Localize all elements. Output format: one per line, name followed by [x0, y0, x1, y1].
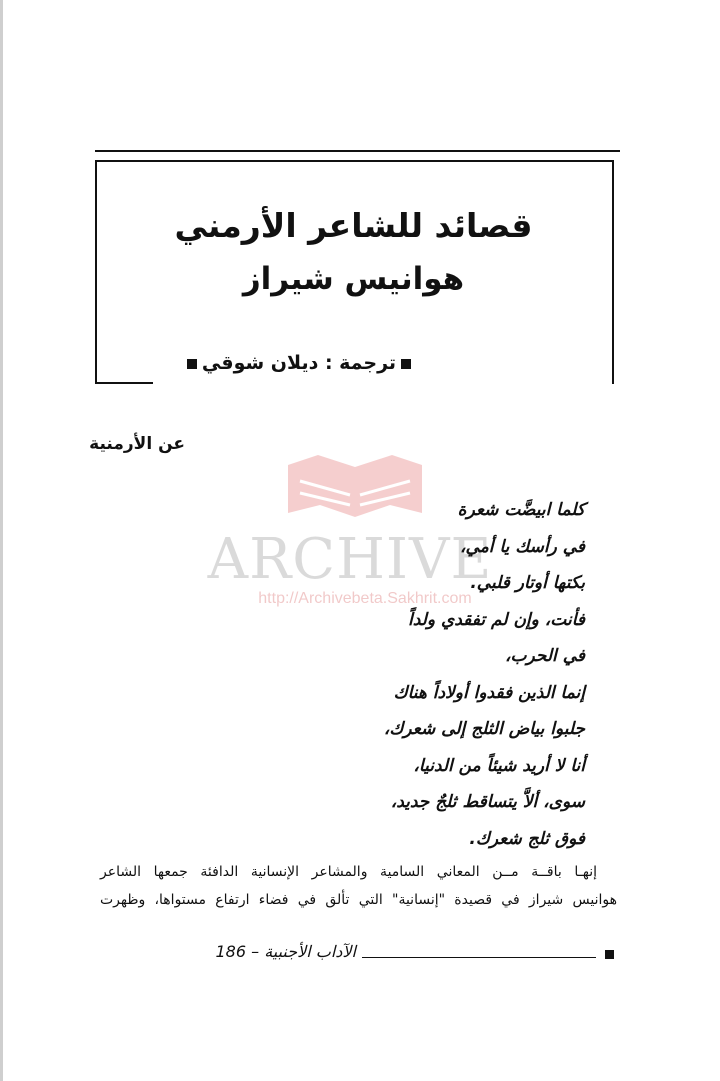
title-box: [95, 160, 614, 384]
top-rule: [95, 150, 620, 152]
footer-journal-page: الآداب الأجنبية – 186: [215, 942, 356, 961]
poem-line: إنما الذين فقدوا أولاداً هناك: [393, 682, 585, 703]
poet-name: هوانيس شيراز: [242, 261, 465, 297]
source-language: عن الأرمنية: [89, 434, 185, 454]
poem-line: بكتها أوتار قلبي.: [470, 573, 585, 593]
square-bullet-icon: [605, 950, 614, 959]
prose-line: هوانيس شيراز في قصيدة "إنسانية" التي تألق في فضاء ارتفاع مستواها، وظهرت: [100, 892, 617, 908]
page-footer: [90, 942, 620, 966]
square-bullet-icon: [401, 359, 411, 369]
watermark-text: ARCHIVE: [207, 527, 493, 592]
poem-line: سوى، ألاَّ يتساقط ثلجٌ جديد،: [390, 792, 585, 812]
poem-line: في رأسك يا أمي،: [460, 536, 585, 557]
poem-line: فوق ثلج شعرك.: [469, 828, 585, 849]
poem: [300, 492, 585, 857]
prose-paragraph: [100, 858, 617, 914]
translator-credit: [170, 352, 428, 382]
title-box-bottom-left-rule: [95, 382, 153, 384]
translator-text: ترجمة : ديلان شوقي: [201, 352, 397, 374]
prose-line: إنهـا باقــة مــن المعاني السامية والمشاعر الإنسانية الدافئة جمعها الشاعر: [100, 864, 597, 880]
poem-line: فأنت، وإن لم تفقدي ولداً: [408, 609, 585, 630]
poem-line: في الحرب،: [505, 646, 585, 666]
poem-line: أنا لا أريد شيئاً من الدنيا،: [413, 755, 585, 776]
poem-line: كلما ابيضَّت شعرة: [457, 500, 585, 520]
article-title: قصائد للشاعر الأرمني: [174, 206, 533, 245]
watermark-url: http://Archivebeta.Sakhrit.com: [258, 590, 472, 607]
footer-rule: [362, 957, 596, 958]
poem-line: جلبوا بياض الثلج إلى شعرك،: [383, 719, 585, 739]
square-bullet-icon: [187, 359, 197, 369]
page-edge: [0, 0, 3, 1081]
